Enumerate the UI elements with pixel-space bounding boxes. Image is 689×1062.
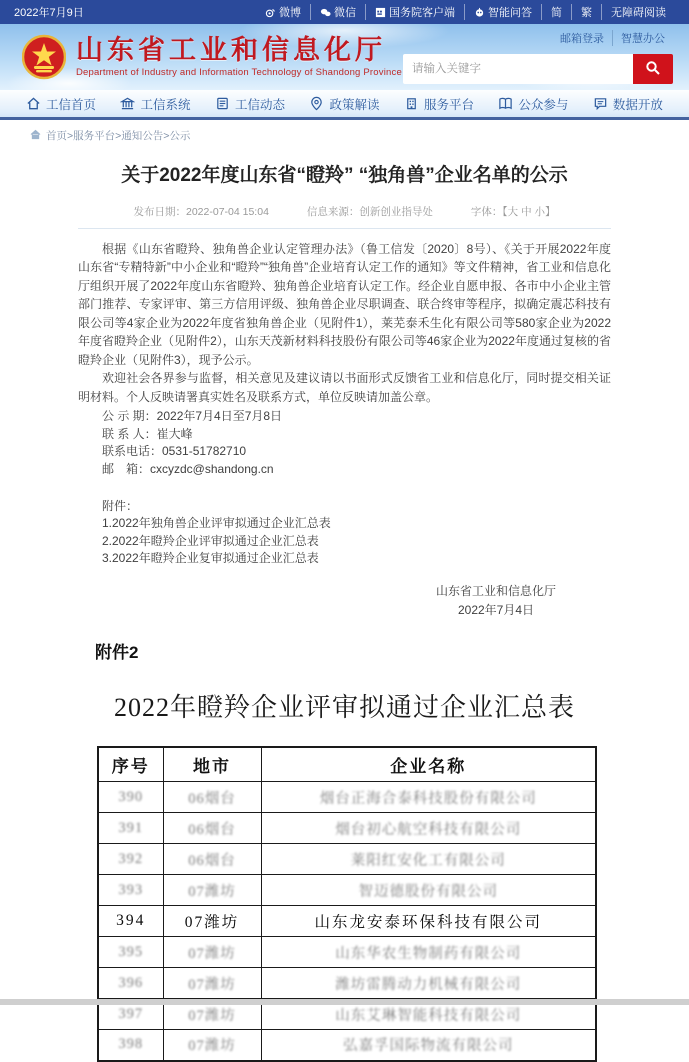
row-no: 395 [98,937,163,968]
row-no: 393 [98,875,163,906]
table-header-row [98,747,596,782]
breadcrumb-home-icon [30,129,41,143]
publish-date: 发布日期：2022-07-04 15:04 [133,205,269,218]
nav-item-participation[interactable]: 公众参与 [498,95,568,113]
smart-qa-link[interactable]: 智能问答 [464,4,541,20]
contact-person: 联 系 人：崔大峰 [102,426,193,441]
institution-icon [120,96,135,111]
row-no: 392 [98,844,163,875]
info-source: 信息来源：创新创业指导处 [306,205,433,218]
font-size-control[interactable]: 字体：【大 中 小】 [470,205,556,218]
nav-item-system[interactable]: 工信系统 [120,95,190,113]
quick-links [403,30,673,46]
table-row [98,1030,596,1061]
attachment2-table-title: 2022年瞪羚企业评审拟通过企业汇总表 [113,692,575,722]
breadcrumb[interactable] [0,120,689,149]
gov-app-icon [375,7,386,18]
table-row [98,968,596,999]
row-city: 07潍坊 [163,999,261,1030]
attachment-link-1[interactable]: 1.2022年独角兽企业评审拟通过企业汇总表 [102,516,331,531]
site-banner [0,24,689,90]
row-no: 390 [98,782,163,813]
wechat-link[interactable]: 微信 [310,4,365,20]
col-header-city: 地市 [163,747,261,782]
nav-item-data[interactable]: 数据开放 [593,95,663,113]
topbar-links [256,4,675,20]
search-icon [645,60,661,79]
gov-client-link[interactable]: 国务院客户端 [365,4,464,20]
site-subtitle: Department of Industry and Information Technology of Shandong Province [76,66,402,78]
table-row [98,844,596,875]
contact-email: 邮 箱：cxcyzdc@shandong.cn [102,461,274,476]
row-city: 07潍坊 [163,875,261,906]
traditional-chinese-toggle[interactable]: 繁 [571,4,601,20]
row-city: 07潍坊 [163,906,261,937]
nav-item-news[interactable]: 工信动态 [215,95,285,113]
national-emblem-logo [22,33,66,81]
row-company: 山东艾琳智能科技有限公司 [261,999,596,1030]
row-city: 07潍坊 [163,937,261,968]
news-icon [215,96,230,111]
row-company: 莱阳红安化工有限公司 [261,844,596,875]
policy-pin-icon [309,96,324,111]
nav-item-service[interactable]: 服务平台 [404,95,474,113]
attachment-list [78,498,611,568]
attachment-link-2[interactable]: 2.2022年瞪羚企业评审拟通过企业汇总表 [102,533,319,548]
smart-office-link[interactable]: 智慧办公 [612,30,673,46]
row-city: 07潍坊 [163,1030,261,1061]
row-no: 397 [98,999,163,1030]
table-row-highlighted [98,906,596,937]
row-company: 智迈德股份有限公司 [261,875,596,906]
current-date: 2022年7月9日 [14,7,84,19]
row-company: 山东龙安泰环保科技有限公司 [261,906,596,937]
row-no: 396 [98,968,163,999]
window-bottom-edge [0,999,689,1005]
mail-login-link[interactable]: 邮箱登录 [560,33,604,45]
weibo-link[interactable]: 微博 [256,4,310,20]
contact-phone: 联系电话：0531-51782710 [102,444,247,459]
row-city: 06烟台 [163,844,261,875]
attachment-link-3[interactable]: 3.2022年瞪羚企业复审拟通过企业汇总表 [102,551,319,566]
gazelle-company-table [97,746,597,1062]
weibo-icon [265,7,276,18]
table-row [98,875,596,906]
paragraph-2: 欢迎社会各界参与监督，相关意见及建议请以书面形式反馈省工业和信息化厅，同时提交相关证明材料。个人反映请署真实姓名及联系方式，单位反映请加盖公章。 [78,371,611,404]
paragraph-1: 根据《山东省瞪羚、独角兽企业认定管理办法》（鲁工信发〔2020〕8号）、《关于开展2022年度山东省“专精特新”中小企业和“瞪羚”“独角兽”企业培育认定工作的通知》等文件精神，省工业和信息化厅组织开展了2022年度山东省瞪羚、独角兽企业培育认定工作。经企业自愿申报、各市中小企业主管部门推荐、专家评审、第三方信用评级、独角兽企业尽职调查、联合终审等程序，拟确定震芯科技有限公司等4家企业为2022年度省独角兽企业（见附件1），莱芜泰禾生化有限公司等580家企业为2022年度省瞪羚企业（见附件2），山东天茂新材料科技股份有限公司等46家企业为2022年度通过复核的省瞪羚企业（见附件3），现予公示。 [78,241,611,367]
main-nav [0,90,689,120]
signature-org: 山东省工业和信息化厅 [435,583,556,598]
article-meta [78,204,611,219]
search-input[interactable] [403,54,633,84]
meta-divider [78,228,611,229]
row-company: 潍坊雷腾动力机械有限公司 [261,968,596,999]
row-company: 弘嘉孚国际物流有限公司 [261,1030,596,1061]
nav-item-policy[interactable]: 政策解读 [309,95,379,113]
contact-info [78,408,611,478]
row-city: 07潍坊 [163,968,261,999]
col-header-company: 企业名称 [261,747,596,782]
article-title: 关于2022年度山东省“瞪羚” “独角兽”企业名单的公示 [121,165,568,186]
attachment2-heading: 附件2 [95,642,139,662]
table-row [98,813,596,844]
breadcrumb-path: 首页>服务平台>通知公告>公示 [46,130,191,142]
simplified-chinese-toggle[interactable]: 简 [541,4,571,20]
row-company: 山东华农生物制药有限公司 [261,937,596,968]
attachments-label: 附件： [102,499,139,514]
row-company: 烟台正海合泰科技股份有限公司 [261,782,596,813]
article-body [0,163,689,620]
publicity-period: 公 示 期：2022年7月4日至7月8日 [102,409,283,424]
signature-date: 2022年7月4日 [457,602,535,617]
signature-block [78,582,611,620]
wechat-icon [320,7,331,18]
row-no: 391 [98,813,163,844]
table-row [98,782,596,813]
col-header-no: 序号 [98,747,163,782]
row-city: 06烟台 [163,782,261,813]
building-icon [404,96,419,111]
robot-icon [474,7,485,18]
row-no: 394 [98,906,163,937]
nav-item-home[interactable]: 工信首页 [26,95,96,113]
row-city: 06烟台 [163,813,261,844]
chat-icon [593,96,608,111]
home-icon [26,96,41,111]
brand-block[interactable] [76,36,402,77]
row-no: 398 [98,1030,163,1061]
search-button[interactable] [633,54,673,84]
top-utility-bar [0,0,689,24]
site-title: 山东省工业和信息化厅 [76,35,386,66]
book-icon [498,96,513,111]
table-row [98,937,596,968]
accessibility-link[interactable]: 无障碍阅读 [601,4,675,20]
search-bar [403,54,673,84]
row-company: 烟台初心航空科技有限公司 [261,813,596,844]
